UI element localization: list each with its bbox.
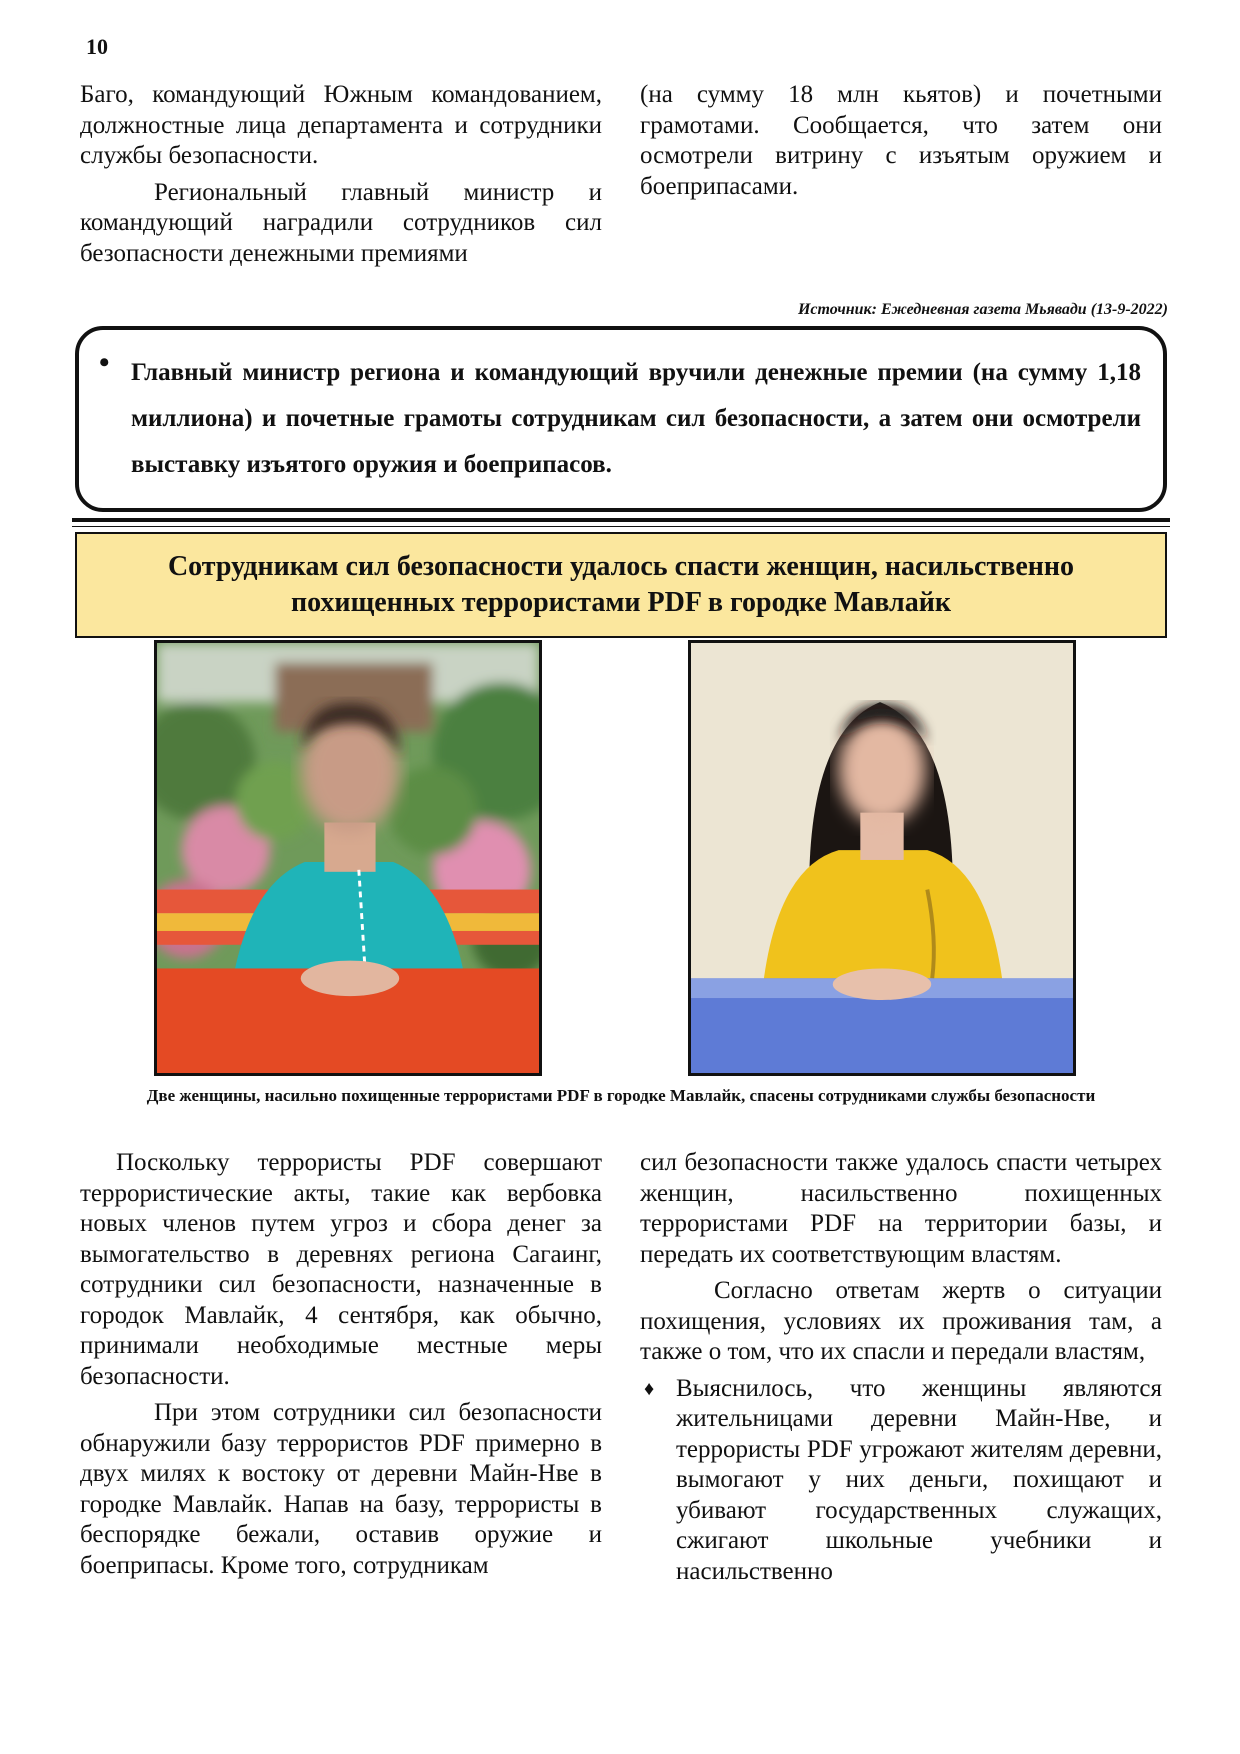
bullet-dot-icon: •: [99, 346, 110, 379]
diamond-bullet-icon: ♦: [644, 1377, 655, 1400]
divider-thick: [72, 518, 1170, 522]
top-left-paragraph-1: Баго, командующий Южным командованием, должностные лица департамента и сотрудники службы безопасности.: [80, 81, 602, 169]
article-headline: Сотрудникам сил безопасности удалось спасти женщин, насильственно похищенных террористами PDF в городке Мавлайк: [75, 532, 1167, 638]
top-left-paragraph-2: Региональный главный министр и командующий наградили сотрудников сил безопасности денежными премиями: [80, 178, 602, 267]
article-left-paragraph-2: При этом сотрудники сил безопасности обнаружили базу террористов PDF примерно в двух милях к востоку от деревни Майн-Нве в городке Мавлайк. Напав на базу, террористы в беспорядке бежали, оставив оружие и боеприпасы. Кроме того, сотрудникам: [80, 1399, 602, 1579]
summary-text: Главный министр региона и командующий вручили денежные премии (на сумму 1,18 миллиона) и почетные грамоты сотрудникам сил безопасности, а затем они осмотрели выставку изъятого оружия и боеприпасов.: [131, 359, 1141, 478]
article-left-paragraph-1: Поскольку террористы PDF совершают террористические акты, такие как вербовка новых членов путем угроз и сбора денег за вымогательство в деревнях региона Сагаинг, сотрудники сил безопасности, назначенные в городок Мавлайк, 4 сентября, как обычно, принимали необходимые местные меры безопасности.: [80, 1149, 602, 1390]
woman-teal-dress-photo: [154, 640, 542, 1076]
page-number: 10: [86, 34, 108, 59]
article-bullet-item: [640, 1374, 1162, 1588]
summary-box: [75, 326, 1167, 512]
article-bullet-text: Выяснилось, что женщины являются жительницами деревни Майн-Нве, и террористы PDF угрожают жителям деревни, вымогают у них деньги, похищают и убивают государственных служащих, сжигают школьные учебники и насильственно: [676, 1374, 1162, 1585]
photo-caption: Две женщины, насильно похищенные террористами PDF в городке Мавлайк, спасены сотрудниками службы безопасности: [146, 1086, 1096, 1105]
top-right-paragraph-1: (на сумму 18 млн кьятов) и почетными грамотами. Сообщается, что затем они осмотрели витрину с изъятым оружием и боеприпасами.: [640, 81, 1162, 200]
woman-yellow-dress-photo: [688, 640, 1076, 1076]
source-line: Источник: Ежедневная газета Мьявади (13-9-2022): [797, 301, 1168, 318]
top-left-column: [80, 80, 602, 275]
article-right-paragraph-1: сил безопасности также удалось спасти четырех женщин, насильственно похищенных террористами PDF на территории базы, и передать их соответствующим властям.: [640, 1149, 1162, 1268]
top-right-column: [640, 80, 1162, 208]
article-left-column: [80, 1148, 602, 1587]
article-right-paragraph-2: Согласно ответам жертв о ситуации похищения, условиях их проживания там, а также о том, что их спасли и передали властям,: [640, 1277, 1162, 1365]
article-right-column: [640, 1148, 1162, 1587]
divider-thin: [72, 526, 1170, 527]
